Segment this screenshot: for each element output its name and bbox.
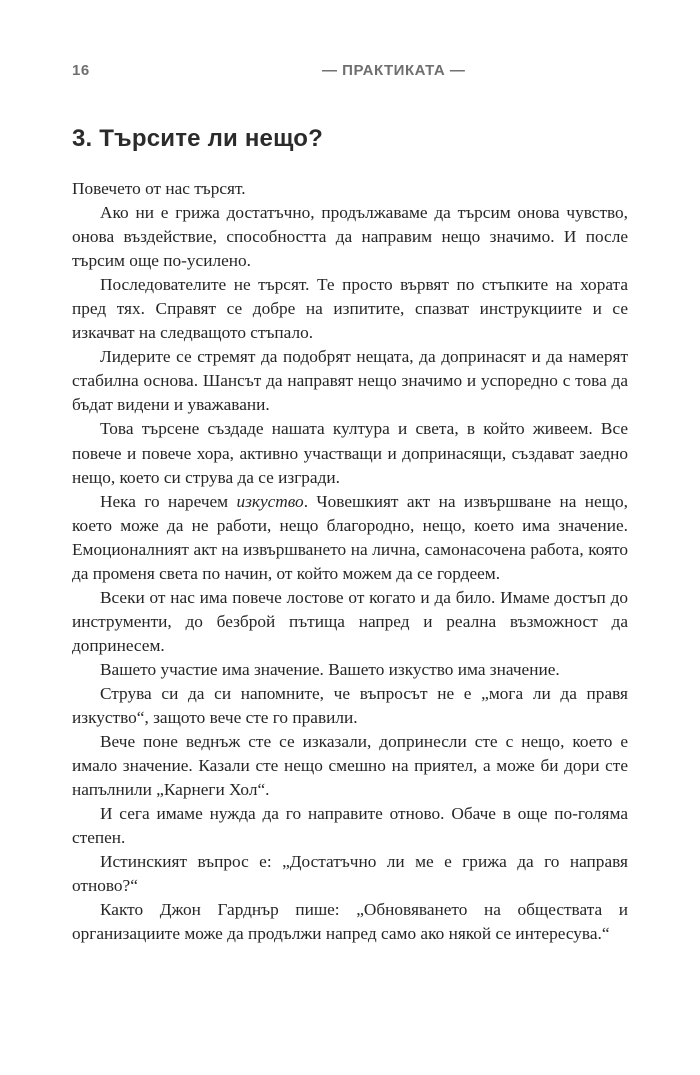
paragraph-text: Нека го наречем [100,491,237,511]
paragraph: Последователите не търсят. Те просто вървят по стъпките на хората пред тях. Справят се добре на изпитите, спазват инструкциите и се изкачват на следващото стъпало. [72,275,628,343]
paragraph: Както Джон Гарднър пише: „Обновяването на обществата и организациите може да продължи напред само ако някой се интересува.“ [72,900,628,944]
paragraph: Струва си да си напомните, че въпросът не е „мога ли да правя изкуство“, защото вече сте го правили. [72,683,628,728]
paragraph: Лидерите се стремят да подобрят нещата, да допринасят и да намерят стабилна основа. Шансът да направят нещо значимо и успоредно с това да бъдат видени и уважавани. [72,347,628,415]
running-head [72,62,628,86]
chapter-title: 3. Търсите ли нещо? [72,125,323,152]
paragraph: Вече поне веднъж сте се изказали, допринесли сте с нещо, което е имало значение. Казали сте нещо смешно на приятел, а може би дори сте напълнили „Карнеги Хол“. [72,732,628,800]
paragraph: Това търсене създаде нашата култура и света, в който живеем. Все повече и повече хора, активно участващи и допринасящи, създават заедно нещо, което си струва да се изгради. [72,419,628,487]
emphasis-term: изкуство [236,491,304,511]
paragraph: Вашето участие има значение. Вашето изкуство има значение. [100,659,560,679]
paragraph: И сега имаме нужда да го направите отново. Обаче в още по-голяма степен. [72,804,628,848]
paragraph-text: . Човешкият акт на извършване на нещо, което може да не работи, нещо благородно, нещо, което има значение. Емоционалният акт на извършването на лична, самонасочена работа, която да променя света по начин, от който можем да се гордеем. [72,491,628,583]
page-number: 16 [72,62,90,79]
running-section-title: — ПРАКТИКАТА — [322,62,466,79]
paragraph: Ако ни е грижа достатъчно, продължаваме да търсим онова чувство, онова въздействие, способността да направим нещо значимо. И после търсим още по-усилено. [72,203,628,271]
body-text [72,177,628,947]
paragraph: Всеки от нас има повече лостове от когато и да било. Имаме достъп до инструменти, до безброй пътища напред и реална възможност да допринесем. [72,587,628,655]
paragraph: Истинският въпрос е: „Достатъчно ли ме е грижа да го направя отново?“ [72,852,628,896]
paragraph: Повечето от нас търсят. [72,179,246,198]
paragraph-with-emphasis [72,490,628,586]
